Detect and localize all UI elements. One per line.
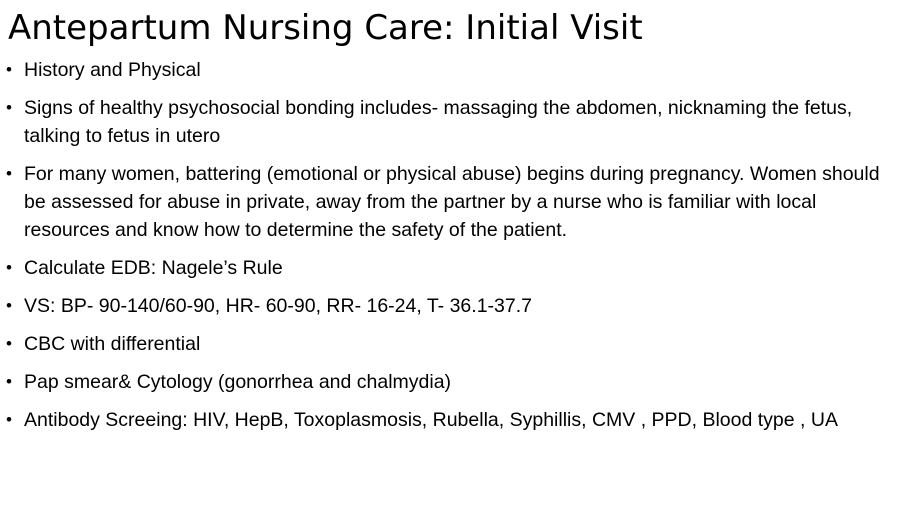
- slide-title: Antepartum Nursing Care: Initial Visit: [8, 8, 643, 48]
- bullet-item: [6, 330, 894, 358]
- bullet-text: Pap smear& Cytology (gonorrhea and chalmydia): [24, 371, 452, 393]
- bullet-item: [6, 292, 894, 320]
- bullet-item: [6, 406, 894, 434]
- bullet-dot-icon: •: [6, 60, 12, 79]
- bullet-text: CBC with differential: [24, 333, 201, 355]
- bullet-dot-icon: •: [6, 410, 12, 429]
- bullet-dot-icon: •: [6, 296, 12, 315]
- bullet-dot-icon: •: [6, 372, 12, 391]
- bullet-dot-icon: •: [6, 334, 12, 353]
- bullet-text: For many women, battering (emotional or physical abuse) begins during pregnancy. Women should be assessed for abuse in private, away from the partner by a nurse who is familiar with local resources and know how to determine the safety of the patient.: [24, 163, 880, 241]
- bullet-text: VS: BP- 90-140/60-90, HR- 60-90, RR- 16-24, T- 36.1-37.7: [24, 295, 532, 317]
- bullet-text: Signs of healthy psychosocial bonding includes- massaging the abdomen, nicknaming the fetus, talking to fetus in utero: [24, 97, 853, 147]
- bullet-text: Calculate EDB: Nagele’s Rule: [24, 257, 283, 279]
- bullet-item: [6, 160, 894, 244]
- bullet-text: History and Physical: [24, 59, 201, 81]
- bullet-item: [6, 56, 894, 84]
- bullet-list: [6, 56, 894, 444]
- bullet-item: [6, 368, 894, 396]
- bullet-dot-icon: •: [6, 98, 12, 117]
- bullet-dot-icon: •: [6, 164, 12, 183]
- bullet-dot-icon: •: [6, 258, 12, 277]
- bullet-text: Antibody Screeing: HIV, HepB, Toxoplasmosis, Rubella, Syphillis, CMV , PPD, Blood type , UA: [24, 409, 838, 431]
- bullet-item: [6, 94, 894, 150]
- bullet-item: [6, 254, 894, 282]
